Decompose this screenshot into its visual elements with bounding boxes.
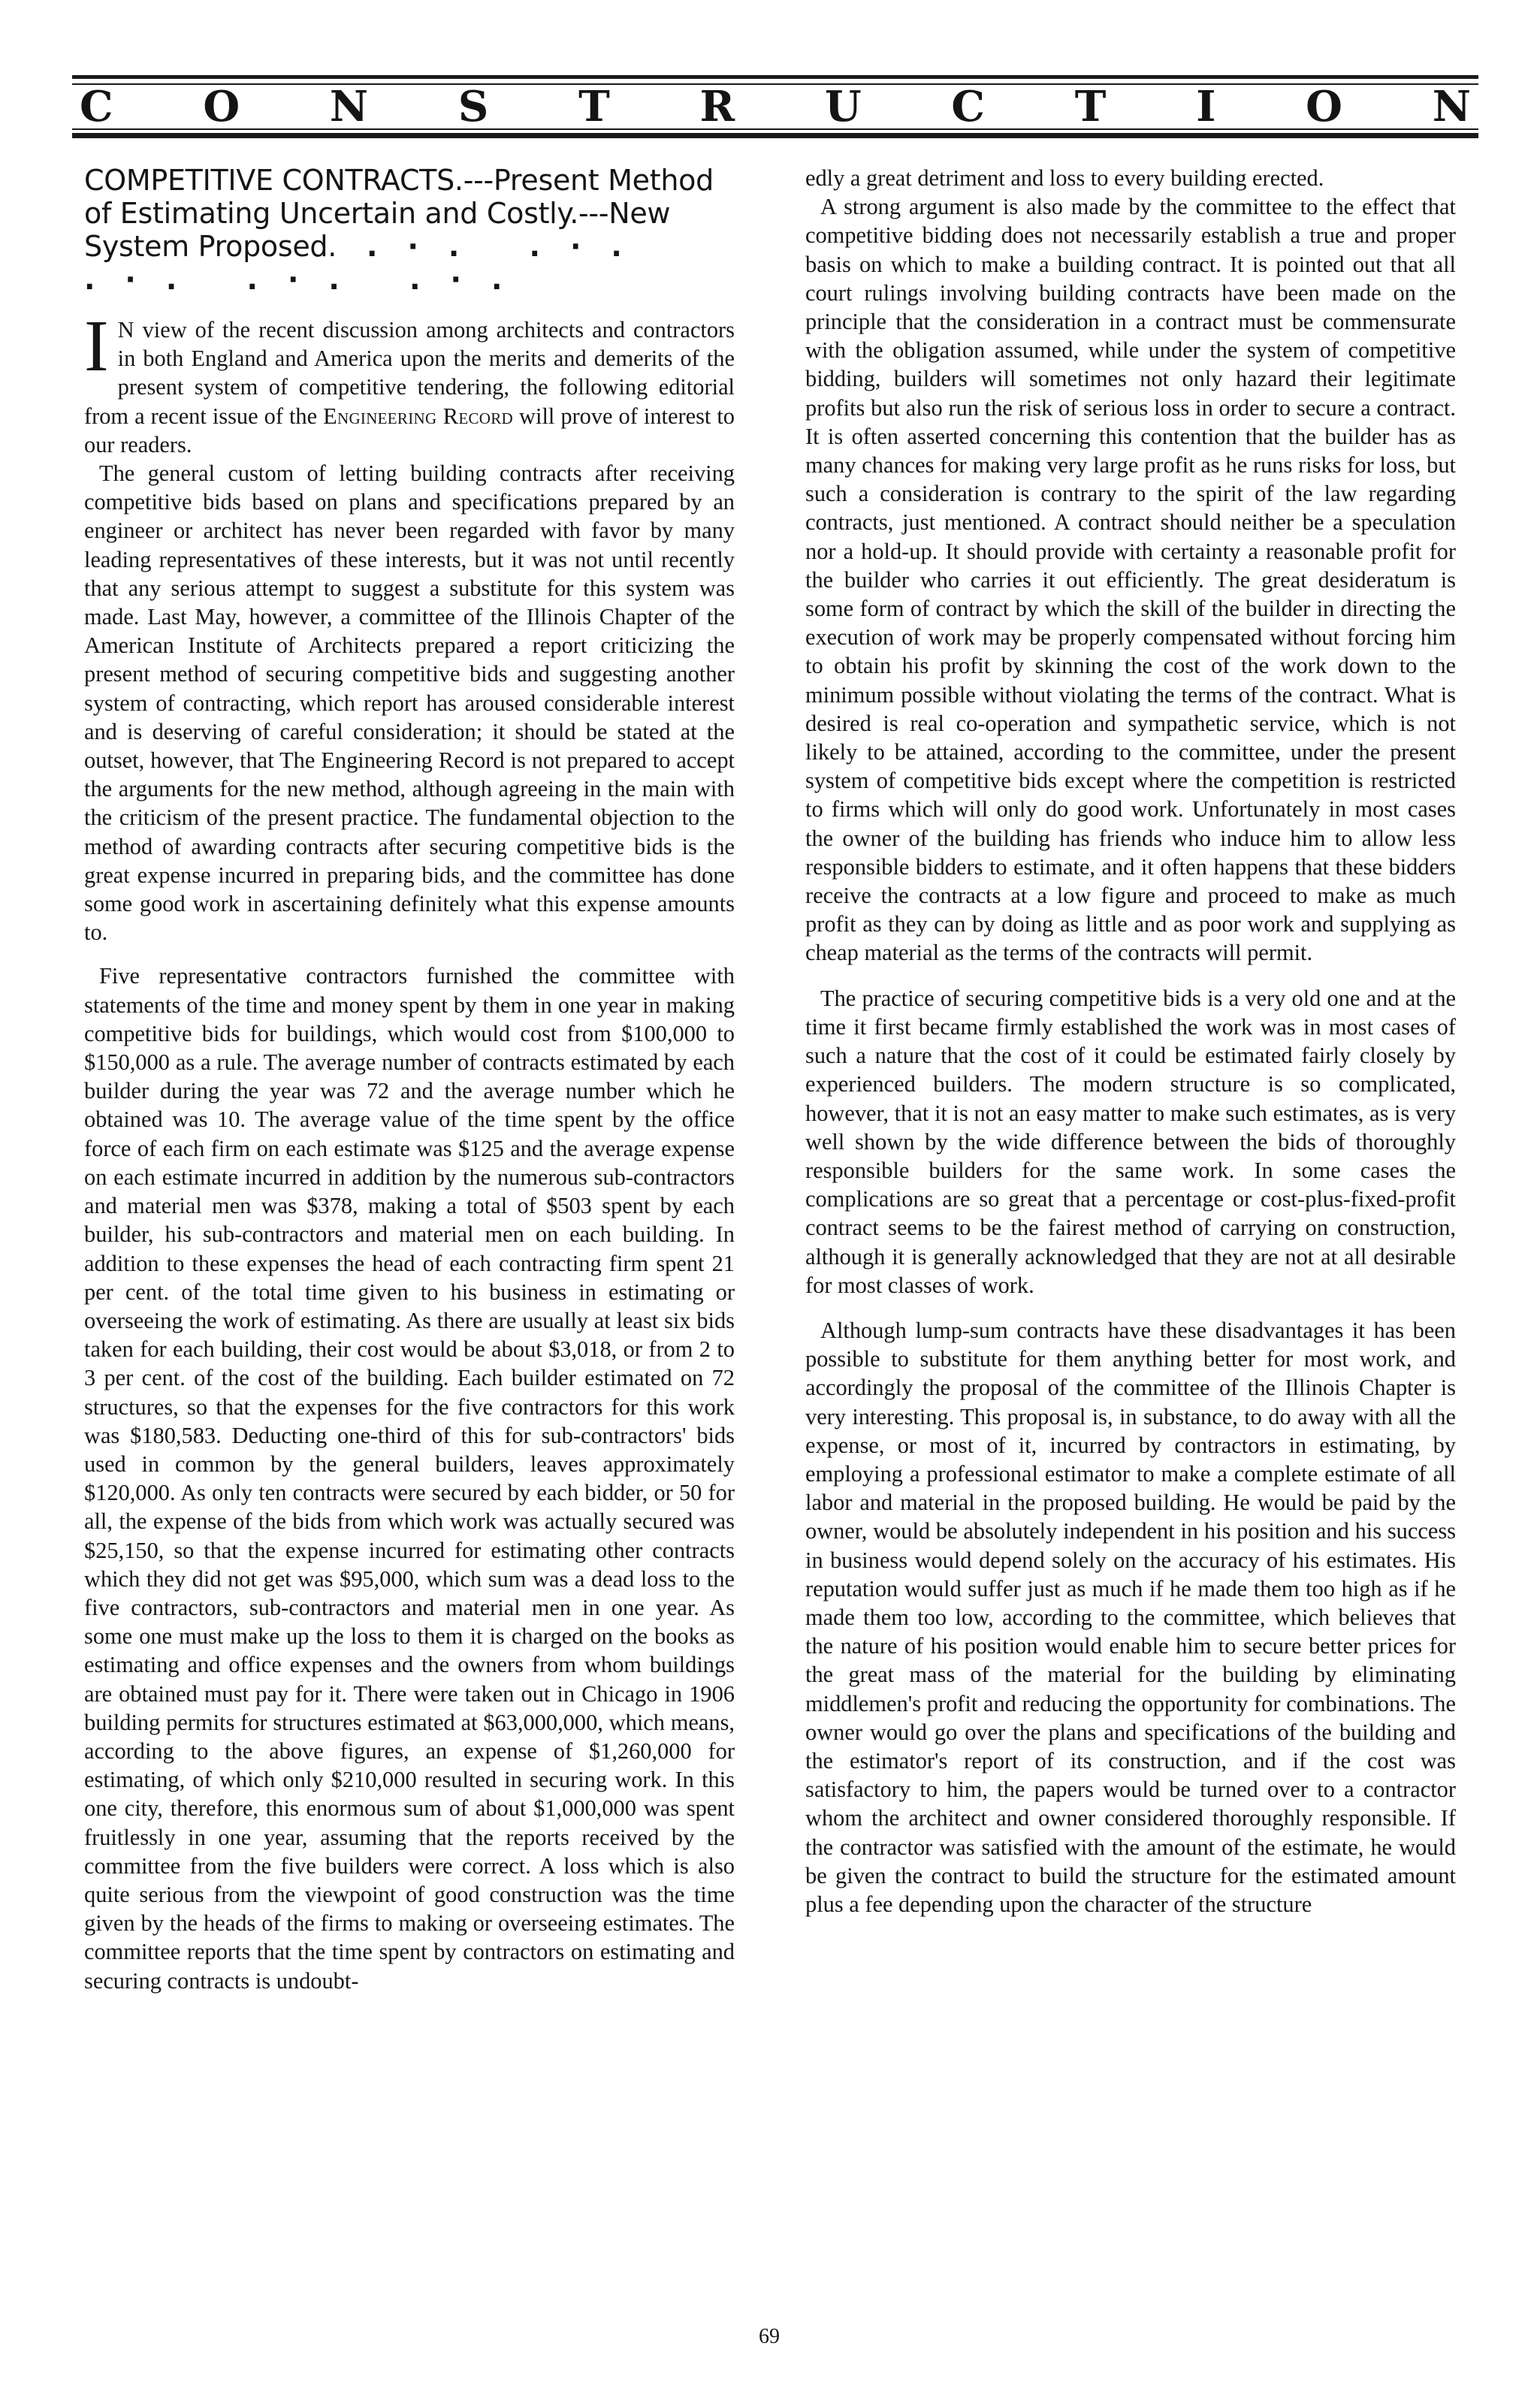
intro-text-start: N view of the recent discussion among architects and contractors in both England and America upon the merits and demerits of the present system of competitive tendering, the following editorial from a recent issue of the bbox=[84, 317, 735, 429]
paragraph-general-custom: The general custom of letting building contracts after receiving competitive bids based on plans and specifications prepared by an engineer or architect has never been regarded with favor by many leading representatives of these interests, but it was not until recently that any serious attempt to suggest a substitute for this system was made. Last May, however, a committee of the Illinois Chapter of the American Institute of Architects prepared a report criticizing the present method of securing competitive bids and suggesting another system of contracting, which report has aroused considerable interest and is deserving of careful consideration; it should be stated at the outset, however, that The Engineering Record is not prepared to accept the arguments for the new method, although agreeing in the main with the criticism of the present practice. The fundamental objection to the method of awarding contracts after securing competitive bids is the great expense incurred in preparing bids, and the committee has done some good work in ascertaining definitely what this expense amounts to. bbox=[84, 460, 735, 946]
header-letter: T bbox=[578, 82, 610, 131]
drop-cap: I bbox=[84, 306, 109, 387]
paragraph-argument: A strong argument is also made by the committee to the effect that competitive bidding does not necessarily establish a true and proper basis on which to make a building contract. It is pointed out that all court rulings involving building contracts have been made on the principle that the consideration in a contract must be commensurate with the obligation assumed, while under the system of competitive bidding, builders will sometimes not only hazard their legitimate profits but also run the risk of serious loss in order to secure a contract. It is often asserted concerning this contention that the builder has as many chances for making very large profit as he runs risks for loss, but such a consideration is contrary to the spirit of the law regarding contracts, just mentioned. A contract should neither be a speculation nor a hold-up. It should provide with certainty a reasonable profit for the builder who carries it out efficiently. The great desideratum is some form of contract by which the skill of the builder in directing the execution of work may be properly compensated without forcing him to obtain his profit by skinning the cost of the work down to the minimum possible without violating the terms of the contract. What is desired is real co-operation and sympathetic service, which is not likely to be attained, according to the committee, under the present system of competitive bids except where the competition is restricted to firms which will only do good work. Unfortunately in most cases the owner of the building has friends who induce him to allow less responsible bidders to estimate, and it often happens that these bidders receive the contracts at a low figure and proceed to make as much profit as they can by doing as little and as poor work and supplying as cheap material as the terms of the contracts will permit. bbox=[805, 194, 1456, 966]
article-headline bbox=[84, 164, 735, 296]
header-letter: O bbox=[1306, 82, 1342, 131]
header-letter: O bbox=[203, 82, 240, 131]
publication-name: Engineering Record bbox=[323, 403, 514, 429]
header-letter: S bbox=[457, 82, 489, 131]
header-letter: R bbox=[699, 82, 735, 131]
headline-dots: .·. .·. .·. .·. .·. bbox=[84, 230, 652, 296]
left-column bbox=[84, 164, 735, 1995]
paragraph-proposal: Although lump-sum contracts have these disadvantages it has been possible to substitute for them anything better for most work, and accordingly the proposal of the committee of the Illinois Chapter is very interesting. This proposal is, in substance, to do away with all the expense, or most of it, incurred by contractors in estimating, by employing a professional estimator to make a complete estimate of all labor and material in the proposed building. He would be paid by the owner, would be absolutely independent in his position and his success in business would depend solely on the accuracy of his estimates. His reputation would suffer just as much if he made them too high as if he made them too low, according to the committee, which believes that the nature of his position would enable him to secure better prices for the great mass of the material for the building by eliminating middlemen's profit and reducing the opportunity for combinations. The owner would go over the plans and specifications of the building and the estimator's report of its construction, and if the cost was satisfactory to him, the papers would be turned over to a contractor whom the architect and owner considered thoroughly responsible. If the contractor was satisfied with the amount of the estimate, he would be given the contract to build the structure for the estimated amount plus a fee depending upon the character of the structure bbox=[805, 1317, 1456, 1917]
section-header-banner bbox=[72, 75, 1478, 138]
header-letter: C bbox=[951, 82, 985, 131]
paragraph-contractor-costs: Five representative contractors furnished the committee with statements of the time and money spent by them in one year in making competitive bids for buildings, which would cost from $100,000 to $150,000 as a rule. The average number of contracts estimated by each builder during the year was 72 and the average number which he obtained was 10. The average value of the time spent by the office force of each firm on each estimate was $125 and the average expense on each estimate incurred in addition by the numerous sub-contractors and material men was $378, making a total of $503 spent by each builder, his sub-contractors and material men on each building. In addition to these expenses the head of each contracting firm spent 21 per cent. of the total time given to his business in estimating or overseeing the work of estimating. As there are usually at least six bids taken for each building, their cost would be about $3,018, or from 2 to 3 per cent. of the cost of the building. Each builder estimated on 72 structures, so that the expenses for the five contractors for this work was $180,583. Deducting one-third of this for sub-contractors' bids used in common by the general builders, leaves approximately $120,000. As only ten contracts were secured by each bidder, or 50 for all, the expense of the bids from which work was actually secured was $25,150, so that the expense incurred for estimating other contracts which they did not get was $95,000, which sum was a dead loss to the five contractors, sub-contractors and material men in one year. As some one must make up the loss to them it is charged on the books as estimating and office expenses and the owners from whom buildings are obtained must pay for it. There were taken out in Chicago in 1906 building permits for structures estimated at $63,000,000, which means, according to the above figures, an expense of $1,260,000 for estimating, of which only $210,000 resulted in securing work. In this one city, therefore, this enormous sum of about $1,000,000 was spent fruitlessly in one year, assuming that the reports received by the committee from the five builders were correct. A loss which is also quite serious from the viewpoint of good construction was the time given by the heads of the firms to making or overseeing estimates. The committee reports that the time spent by contractors on estimating and securing contracts is undoubt- bbox=[84, 963, 735, 1994]
intro-text-end: will prove of interest to our readers. bbox=[84, 403, 735, 457]
paragraph-intro bbox=[84, 306, 735, 459]
headline-text: COMPETITIVE CONTRACTS.---Present Method of Estimating Uncertain and Costly.---New System Proposed. bbox=[84, 164, 714, 263]
header-letter: U bbox=[824, 82, 862, 131]
paragraph-old-practice: The practice of securing competitive bids is a very old one and at the time it first became firmly established the work was in most cases of such a nature that the cost of it could be estimated fairly closely by experienced builders. The modern structure is so complicated, however, that it is not an easy matter to make such estimates, as is very well shown by the wide difference between the bids of thoroughly responsible builders for the same work. In some cases the complications are so great that a percentage or cost-plus-fixed-profit contract seems to be the fairest method of carrying on construction, although it is generally acknowledged that they are not at all desirable for most classes of work. bbox=[805, 985, 1456, 1298]
header-letter: C bbox=[80, 82, 113, 131]
header-letter: I bbox=[1196, 82, 1216, 131]
section-header-letters bbox=[72, 83, 1478, 130]
right-column bbox=[805, 164, 1456, 1919]
page-number: 69 bbox=[759, 2325, 780, 2348]
header-letter: N bbox=[1432, 82, 1471, 131]
header-letter: T bbox=[1074, 82, 1107, 131]
paragraph-continuation: edly a great detriment and loss to every building erected. bbox=[805, 165, 1324, 191]
header-letter: N bbox=[329, 82, 369, 131]
